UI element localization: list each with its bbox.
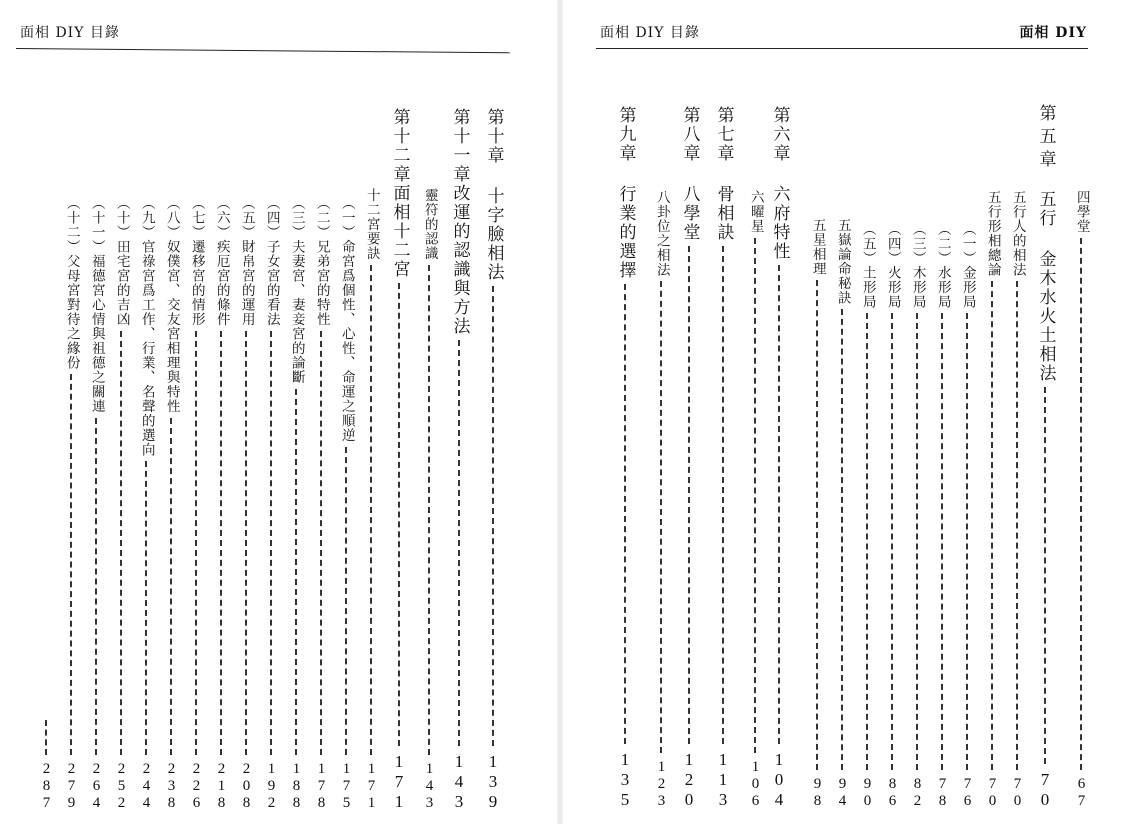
dot-leader <box>492 286 494 746</box>
dot-leader <box>345 447 347 756</box>
entry-page-number: 135 <box>615 750 635 810</box>
entry-title: （九）官祿宮爲工作、行業、名聲的選向 <box>138 196 155 457</box>
toc-entry[interactable] <box>108 196 134 812</box>
dot-leader <box>1080 238 1082 771</box>
dot-leader <box>320 331 322 756</box>
toc-entry[interactable] <box>1068 190 1094 810</box>
entry-page-number: 123 <box>653 759 670 810</box>
dot-leader <box>1016 281 1018 770</box>
entry-page-number: 171 <box>363 761 380 812</box>
entry-title: 五行形相總論 <box>984 190 1001 277</box>
dot-leader <box>45 720 47 755</box>
entry-title: 靈符的認識 <box>421 188 438 261</box>
entry-page-number: 252 <box>113 761 130 812</box>
entry-page-number: 82 <box>909 776 926 810</box>
dot-leader <box>891 313 893 770</box>
toc-entry[interactable] <box>83 196 109 812</box>
toc-entry[interactable] <box>979 190 1005 810</box>
entry-title: 第十一章改運的認識與方法 <box>449 108 470 336</box>
toc-entry[interactable] <box>58 196 84 812</box>
dot-leader <box>816 280 818 770</box>
entry-title: 第五章 <box>1035 104 1056 173</box>
toc-entry[interactable] <box>283 196 309 812</box>
toc-entry[interactable] <box>158 196 184 812</box>
left-page <box>0 0 560 824</box>
entry-title: （十二）父母宮對待之緣份 <box>63 196 80 370</box>
entry-title: 五嶽論命秘訣 <box>834 218 851 305</box>
dot-leader <box>170 418 172 756</box>
dot-leader <box>754 238 756 754</box>
dot-leader <box>941 313 943 770</box>
entry-title: 第六章 六府特性 <box>769 106 790 261</box>
entry-page-number: 113 <box>713 750 733 810</box>
entry-title: （十）田宅宮的吉凶 <box>113 196 130 327</box>
entry-page-number: 264 <box>88 761 105 812</box>
dot-leader <box>916 313 918 770</box>
entry-page-number: 70 <box>984 776 1001 810</box>
dot-leader <box>220 331 222 756</box>
entry-title: 六曜星 <box>747 190 764 234</box>
entry-title: （一）金形局 <box>959 222 976 309</box>
toc-entry[interactable] <box>333 196 359 812</box>
entry-page-number: 86 <box>884 776 901 810</box>
dot-leader <box>624 284 626 744</box>
toc-entry[interactable] <box>1004 190 1030 810</box>
left-page-header: 面相 DIY 目錄 <box>20 25 120 41</box>
toc-chapter-label <box>1032 104 1058 176</box>
entry-page-number: 98 <box>809 776 826 810</box>
right-toc <box>560 0 1127 824</box>
entry-page-number: 279 <box>63 761 80 812</box>
toc-entry[interactable] <box>648 190 674 810</box>
entry-title: 五星相理 <box>809 218 826 276</box>
entry-page-number: 238 <box>163 761 180 812</box>
entry-title: （五）財帛宮的運用 <box>238 196 255 327</box>
toc-entry[interactable] <box>386 108 412 812</box>
entry-page-number: 244 <box>138 761 155 812</box>
entry-page-number: 188 <box>288 761 305 812</box>
dot-leader <box>370 265 372 756</box>
entry-page-number: 94 <box>834 776 851 810</box>
dot-leader <box>966 313 968 770</box>
entry-page-number: 76 <box>959 776 976 810</box>
entry-page-number: 67 <box>1073 776 1090 810</box>
entry-title: 第七章 骨相訣 <box>713 106 734 242</box>
dot-leader <box>120 331 122 756</box>
toc-entry[interactable] <box>854 222 880 810</box>
toc-entry[interactable] <box>208 196 234 812</box>
dot-leader <box>1044 387 1046 764</box>
entry-title: 第十二章面相十二宮 <box>389 108 410 279</box>
toc-entry[interactable] <box>879 222 905 810</box>
entry-page-number: 143 <box>421 761 438 812</box>
entry-page-number: 143 <box>449 752 469 812</box>
dot-leader <box>270 331 272 756</box>
entry-page-number: 171 <box>389 752 409 812</box>
toc-entry[interactable] <box>183 196 209 812</box>
toc-entry[interactable] <box>416 188 442 812</box>
dot-leader <box>398 283 400 746</box>
entry-title: （四）子女宮的看法 <box>263 196 280 327</box>
dot-leader <box>688 246 690 744</box>
entry-title: 第十章 十字臉相法 <box>483 108 504 282</box>
entry-page-number: 139 <box>483 752 503 812</box>
toc-entry[interactable] <box>829 218 855 810</box>
entry-page-number: 78 <box>934 776 951 810</box>
dot-leader <box>778 265 780 744</box>
dot-leader <box>70 374 72 755</box>
toc-entry[interactable] <box>929 222 955 810</box>
entry-title: 十二宮要訣 <box>363 188 380 261</box>
entry-title: （三）夫妻宮、妻妾宮的論斷 <box>288 196 305 385</box>
entry-title: 五行人的相法 <box>1009 190 1026 277</box>
entry-page-number: 287 <box>38 761 55 812</box>
entry-page-number: 192 <box>263 761 280 812</box>
toc-entry[interactable] <box>308 196 334 812</box>
entry-title: 四學堂 <box>1073 190 1090 234</box>
dot-leader <box>145 461 147 755</box>
dot-leader <box>195 331 197 756</box>
entry-title: （一）命宮爲個性、心性、命運之順逆 <box>338 196 355 443</box>
toc-entry[interactable] <box>233 196 259 812</box>
toc-entry[interactable] <box>258 196 284 812</box>
dot-leader <box>722 246 724 744</box>
entry-page-number: 90 <box>859 776 876 810</box>
entry-title: （六）疾厄宮的條件 <box>213 196 230 327</box>
dot-leader <box>660 281 662 753</box>
entry-page-number: 175 <box>338 761 355 812</box>
entry-title: （二）兄弟宮的特性 <box>313 196 330 327</box>
toc-entry[interactable] <box>1032 190 1058 810</box>
entry-page-number: 208 <box>238 761 255 812</box>
entry-title: （七）遷移宮的情形 <box>188 196 205 327</box>
toc-entry[interactable] <box>742 190 768 810</box>
entry-title: 五行 金木水火土相法 <box>1035 190 1056 383</box>
toc-entry[interactable] <box>954 222 980 810</box>
toc-entry[interactable] <box>904 222 930 810</box>
right-page <box>560 0 1127 824</box>
entry-title: （十一）福德宮心情與祖德之關連 <box>88 196 105 414</box>
entry-page-number: 104 <box>769 750 789 810</box>
toc-entry[interactable] <box>804 218 830 810</box>
toc-entry[interactable] <box>766 106 792 810</box>
right-page-header-right: 面相 DIY <box>1019 25 1087 41</box>
dot-leader <box>245 331 247 756</box>
toc-entry[interactable] <box>133 196 159 812</box>
entry-page-number: 120 <box>679 750 699 810</box>
entry-title: （二）水形局 <box>934 222 951 309</box>
entry-page-number: 70 <box>1009 776 1026 810</box>
dot-leader <box>295 389 297 756</box>
entry-page-number: 226 <box>188 761 205 812</box>
entry-page-number: 178 <box>313 761 330 812</box>
right-page-header-left: 面相 DIY 目錄 <box>600 25 700 41</box>
entry-page-number: 70 <box>1035 770 1055 810</box>
dot-leader <box>991 281 993 770</box>
toc-entry[interactable] <box>33 716 59 812</box>
toc-entry[interactable] <box>710 106 736 810</box>
toc-entry[interactable] <box>480 108 506 812</box>
entry-title: （五）土形局 <box>859 222 876 309</box>
entry-page-number: 106 <box>747 759 764 810</box>
entry-title: 第八章 八學堂 <box>679 106 700 242</box>
entry-title: 第九章 行業的選擇 <box>615 106 636 280</box>
dot-leader <box>95 418 97 756</box>
entry-title: （八）奴僕宮、交友宮相理與特性 <box>163 196 180 414</box>
dot-leader <box>458 340 460 746</box>
entry-title: 八卦位之相法 <box>653 190 670 277</box>
toc-entry[interactable] <box>358 188 384 812</box>
toc-entry[interactable] <box>676 106 702 810</box>
entry-page-number: 218 <box>213 761 230 812</box>
dot-leader <box>866 313 868 770</box>
entry-title: （三）木形局 <box>909 222 926 309</box>
toc-entry[interactable] <box>612 106 638 810</box>
entry-title: （四）火形局 <box>884 222 901 309</box>
toc-entry[interactable] <box>446 108 472 812</box>
dot-leader <box>841 309 843 770</box>
dot-leader <box>428 265 430 756</box>
left-toc <box>0 0 560 824</box>
